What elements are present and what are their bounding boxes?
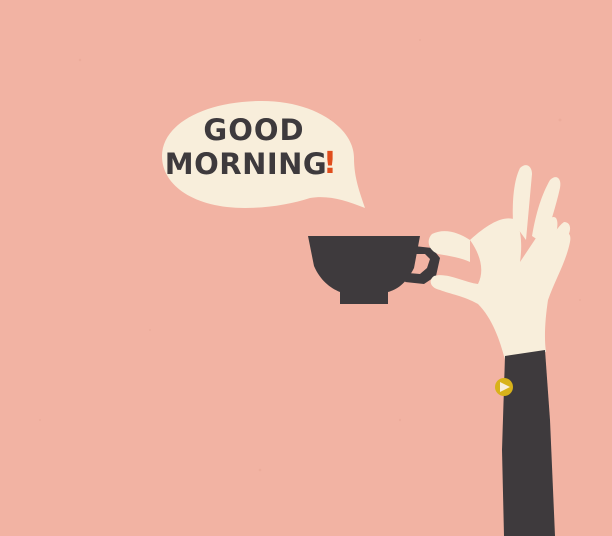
greeting-line-2: MORNING	[164, 147, 328, 181]
cufflink-icon	[495, 378, 513, 396]
greeting-line-1: GOOD	[203, 113, 305, 147]
greeting-exclamation: !	[323, 146, 337, 181]
